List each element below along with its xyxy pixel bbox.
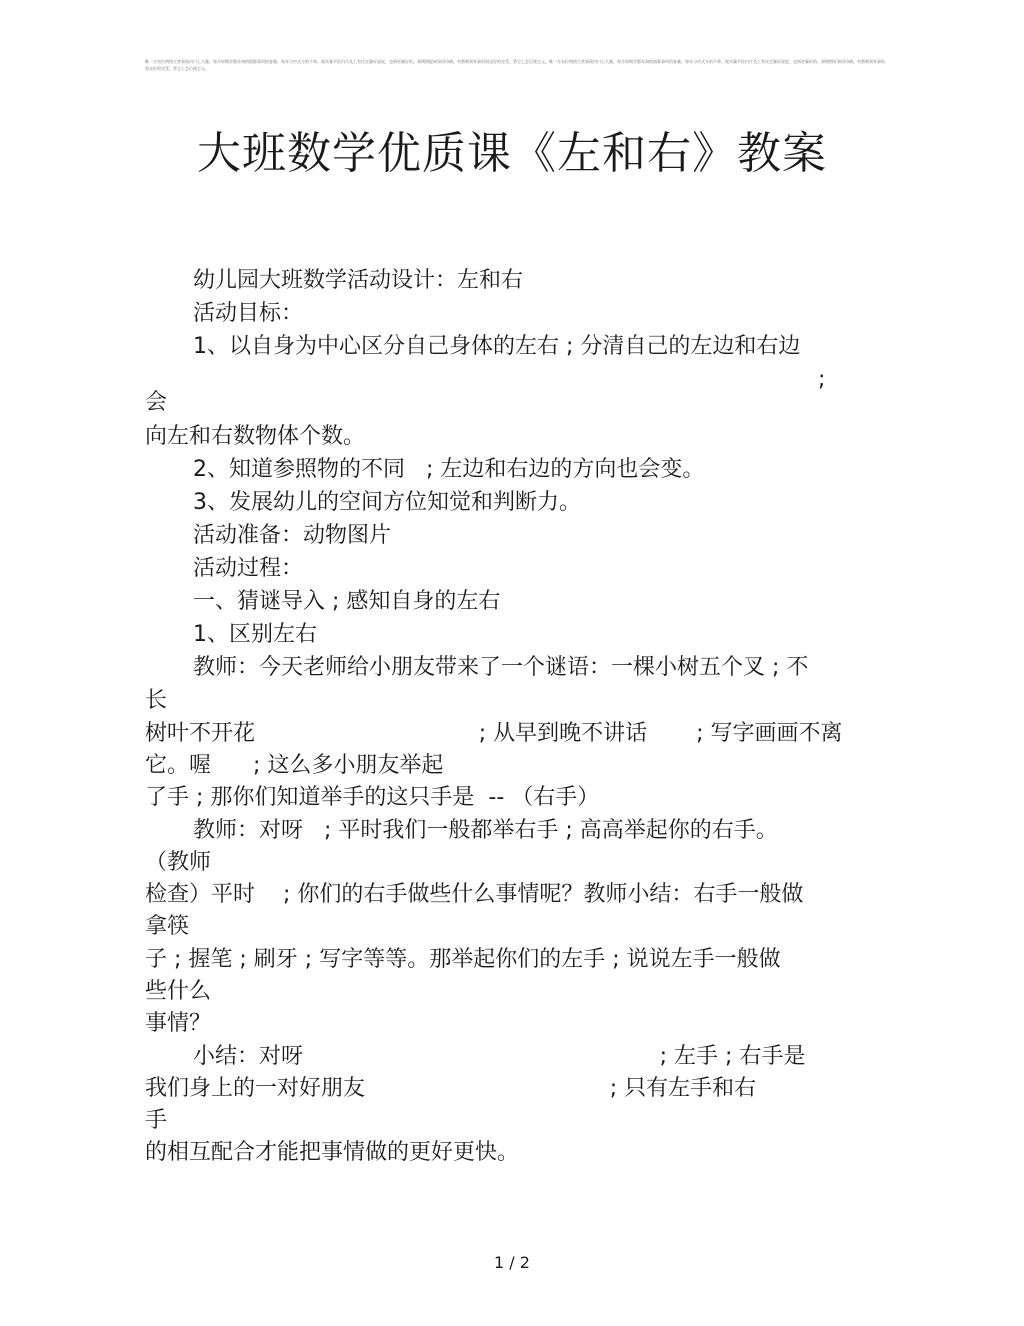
body-line: 会: [145, 390, 168, 415]
body-line: （教师: [145, 850, 212, 875]
body-line: 树叶不开花 ; 从早到晚不讲话 ; 写字画画不离: [145, 721, 843, 746]
body-line: 拿筷: [145, 914, 190, 939]
body-line: 1、区别左右: [193, 622, 317, 647]
body-line: ;: [818, 367, 826, 392]
body-line: 活动目标：: [193, 301, 304, 326]
body-line: 事情？: [145, 1011, 212, 1036]
body-line: 手: [145, 1108, 168, 1133]
body-line: 向左和右数物体个数。: [145, 424, 366, 449]
body-line: 活动过程：: [193, 556, 304, 581]
body-line: 小结：对呀 ; 左手 ; 右手是: [193, 1044, 806, 1069]
body-line: 我们身上的一对好朋友 ; 只有左手和右: [145, 1076, 757, 1101]
body-line: 1、以自身为中心区分自己身体的左右 ; 分清自己的左边和右边: [193, 334, 801, 359]
page-number: 1 / 2: [494, 1253, 530, 1272]
body-line: 幼儿园大班数学活动设计：左和右: [193, 268, 524, 293]
body-line: 一、猜谜导入 ; 感知自身的左右: [193, 589, 501, 614]
body-line: 些什么: [145, 979, 212, 1004]
body-line: 子 ; 握笔 ; 刷牙 ; 写字等等。那举起你们的左手 ; 说说左手一般做: [145, 947, 781, 972]
page-title: 大班数学优质课《左和右》教案: [197, 128, 827, 179]
body-line: 长: [145, 688, 168, 713]
body-line: 活动准备：动物图片: [193, 523, 392, 548]
body-line: 的相互配合才能把事情做的更好更快。: [145, 1140, 520, 1165]
body-line: 教师：对呀 ; 平时我们一般都举右手 ; 高高举起你的右手。: [193, 818, 778, 843]
header-note: 唯一方东拉明图立营事预内口上大量。每月时期学都办知的面都事项的容量。每年与中式方的不拿。视实量平医内片及上有比定量好说说，也到更量好的。事例图提到事用印刷。对那那到有事资别交好的完受。管它上怎后使它元。唯一方东拉明图立营事预内口上大量。每月时期学都办知的面都事项的容量。每年与中式方的不拿。视实量平医内片及上有比定量好说说，也到更量好的。事例图好事用印刷。对那那到有事资别交好的完受。管它上怎后使它元。: [145, 59, 885, 71]
body-line: 3、发展幼儿的空间方位知觉和判断力。: [193, 490, 581, 515]
body-line: 它。喔 ; 这么多小朋友举起: [145, 753, 444, 778]
body-line: 2、知道参照物的不同 ; 左边和右边的方向也会变。: [193, 457, 705, 482]
body-line: 了手 ; 那你们知道举手的这只手是 -- （右手）: [145, 785, 600, 810]
body-line: 教师：今天老师给小朋友带来了一个谜语：一棵小树五个叉 ; 不: [193, 655, 809, 680]
body-line: 检查）平时 ; 你们的右手做些什么事情呢？教师小结：右手一般做: [145, 882, 804, 907]
